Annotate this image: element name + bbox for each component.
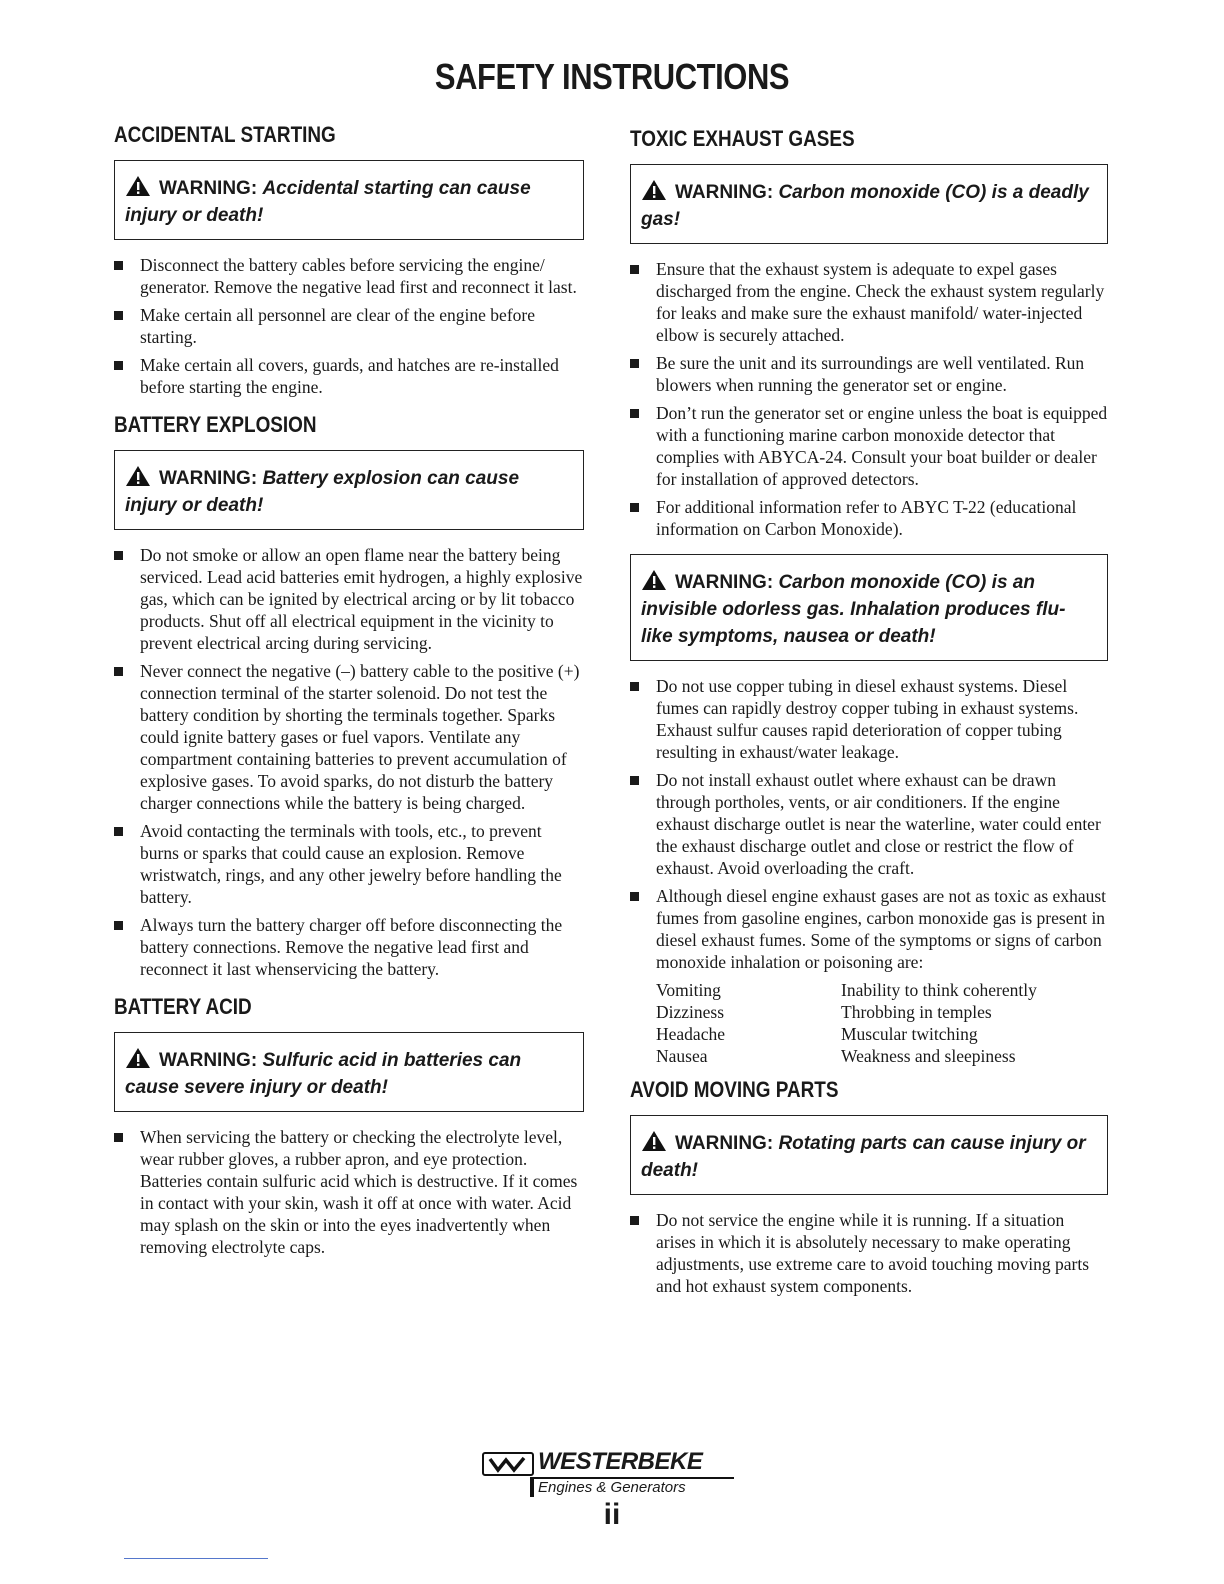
warning-text: Sulfuric acid in batteries can cause severe injury or death! bbox=[125, 1050, 522, 1098]
bullet-square-icon bbox=[630, 1216, 639, 1225]
section-heading-toxic-exhaust: TOXIC EXHAUST GASES bbox=[630, 126, 855, 151]
list-item: Do not smoke or allow an open flame near the battery being serviced. Lead acid batteries emit hydrogen, a highly explosive gas, which can be ignited by electrical arcing or by lit tobacco products. Shut off all electrical equipment in the vicinity to prevent electrical arcing during servicing. bbox=[114, 544, 584, 654]
logo-bar bbox=[530, 1477, 534, 1497]
warning-label: WARNING: bbox=[675, 182, 774, 203]
bullet-square-icon bbox=[630, 776, 639, 785]
list-item: Avoid contacting the terminals with tools, etc., to prevent burns or sparks that could cause an explosion. Remove wristwatch, rings, and any other jewelry before handling the battery. bbox=[114, 820, 584, 908]
bullet-square-icon bbox=[630, 409, 639, 418]
warning-triangle-icon bbox=[641, 1130, 667, 1152]
list-item: Be sure the unit and its surroundings are well ventilated. Run blowers when running the generator set or engine. bbox=[630, 352, 1108, 396]
warning-box-moving-parts bbox=[630, 1115, 1108, 1195]
battery-acid-list bbox=[114, 1126, 584, 1258]
warning-box-battery-explosion bbox=[114, 450, 584, 530]
list-item: For additional information refer to ABYC T-22 (educational information on Carbon Monoxide). bbox=[630, 496, 1108, 540]
left-column bbox=[114, 122, 584, 1272]
symptom: Vomiting bbox=[656, 980, 721, 1000]
symptoms-table bbox=[656, 979, 1108, 1067]
warning-text: Accidental starting can cause injury or death! bbox=[125, 178, 531, 226]
symptom: Inability to think coherently bbox=[841, 980, 1037, 1000]
section-heading-battery-acid: BATTERY ACID bbox=[114, 994, 252, 1019]
list-item: When servicing the battery or checking the electrolyte level, wear rubber gloves, a rubber apron, and eye protection. Batteries contain sulfuric acid which is destructive. If it comes in contact with your skin, wash it off at once with water. Acid may splash on the skin or into the eyes inadvertently when removing electrolyte caps. bbox=[114, 1126, 584, 1258]
warning-box-invisible-gas bbox=[630, 554, 1108, 661]
list-item: Don’t run the generator set or engine unless the boat is equipped with a functioning marine carbon monoxide detector that complies with ABYCA-24. Consult your boat builder or dealer for installation of approved detectors. bbox=[630, 402, 1108, 490]
warning-triangle-icon bbox=[125, 175, 151, 197]
warning-label: WARNING: bbox=[675, 572, 774, 593]
list-item: Although diesel engine exhaust gases are not as toxic as exhaust fumes from gasoline engines, carbon monoxide gas is present in diesel exhaust fumes. Some of the symptoms or signs of carbon monoxide inhalation or poisoning are: bbox=[630, 885, 1108, 973]
accidental-starting-list bbox=[114, 254, 584, 398]
westerbeke-logo bbox=[482, 1448, 734, 1500]
warning-text: Rotating parts can cause injury or death! bbox=[641, 1133, 1086, 1181]
list-item: Ensure that the exhaust system is adequate to expel gases discharged from the engine. Check the exhaust system regularly for leaks and make sure the exhaust manifold/ water-injected elbow is securely attached. bbox=[630, 258, 1108, 346]
list-item: Disconnect the battery cables before servicing the engine/ generator. Remove the negative lead first and reconnect it last. bbox=[114, 254, 584, 298]
warning-text: Battery explosion can cause injury or death! bbox=[125, 468, 520, 516]
bullet-square-icon bbox=[114, 827, 123, 836]
list-item: Do not service the engine while it is running. If a situation arises in which it is absolutely necessary to make operating adjustments, use extreme care to avoid touching moving parts and hot exhaust system components. bbox=[630, 1209, 1108, 1297]
page-number: ii bbox=[603, 1498, 621, 1531]
section-heading-battery-explosion: BATTERY EXPLOSION bbox=[114, 412, 317, 437]
bullet-square-icon bbox=[114, 311, 123, 320]
bullet-square-icon bbox=[114, 261, 123, 270]
list-item: Do not use copper tubing in diesel exhaust systems. Diesel fumes can rapidly destroy copper tubing in exhaust systems. Exhaust sulfur causes rapid deterioration of copper tubing resulting in exhaust/water leakage. bbox=[630, 675, 1108, 763]
warning-label: WARNING: bbox=[159, 1050, 258, 1071]
brand-name: WESTERBEKE bbox=[538, 1448, 703, 1475]
warning-text: Carbon monoxide (CO) is a deadly gas! bbox=[641, 182, 1089, 230]
list-item: Make certain all covers, guards, and hatches are re-installed before starting the engine. bbox=[114, 354, 584, 398]
page-title: SAFETY INSTRUCTIONS bbox=[434, 56, 790, 97]
bullet-square-icon bbox=[630, 359, 639, 368]
warning-label: WARNING: bbox=[159, 468, 258, 489]
section-heading-accidental-starting: ACCIDENTAL STARTING bbox=[114, 122, 336, 147]
warning-triangle-icon bbox=[641, 569, 667, 591]
list-item: Never connect the negative (–) battery cable to the positive (+) connection terminal of the starter solenoid. Do not test the battery condition by shorting the terminals together. Sparks could ignite battery gases or fuel vapors. Ventilate any compartment containing batteries to prevent accumulation of explosive gases. To avoid sparks, do not disturb the battery charger connections while the battery is being charged. bbox=[114, 660, 584, 814]
section-heading-moving-parts: AVOID MOVING PARTS bbox=[630, 1077, 839, 1102]
warning-triangle-icon bbox=[125, 1047, 151, 1069]
list-item: Make certain all personnel are clear of the engine before starting. bbox=[114, 304, 584, 348]
symptom: Dizziness bbox=[656, 1002, 725, 1022]
logo-mark-icon bbox=[482, 1452, 534, 1476]
moving-parts-list bbox=[630, 1209, 1108, 1297]
bullet-square-icon bbox=[630, 892, 639, 901]
warning-box-battery-acid bbox=[114, 1032, 584, 1112]
brand-tagline: Engines & Generators bbox=[538, 1479, 686, 1496]
symptom: Throbbing in temples bbox=[841, 1002, 992, 1022]
bullet-square-icon bbox=[114, 921, 123, 930]
list-item: Do not install exhaust outlet where exhaust can be drawn through portholes, vents, or air conditioners. If the engine exhaust discharge outlet is near the waterline, water could enter the exhaust discharge outlet and close or restrict the flow of exhaust. Avoid overloading the craft. bbox=[630, 769, 1108, 879]
symptom: Muscular twitching bbox=[841, 1024, 978, 1044]
exhaust-details-list bbox=[630, 675, 1108, 973]
bullet-square-icon bbox=[630, 682, 639, 691]
list-item: Always turn the battery charger off before disconnecting the battery connections. Remove the negative lead first and reconnect it last whenservicing the battery. bbox=[114, 914, 584, 980]
symptom: Headache bbox=[656, 1024, 725, 1044]
warning-box-accidental-starting bbox=[114, 160, 584, 240]
divider bbox=[124, 1558, 268, 1559]
bullet-square-icon bbox=[114, 551, 123, 560]
bullet-square-icon bbox=[630, 503, 639, 512]
right-column bbox=[630, 126, 1108, 1311]
battery-explosion-list bbox=[114, 544, 584, 980]
bullet-square-icon bbox=[114, 361, 123, 370]
warning-text: Carbon monoxide (CO) is an invisible odorless gas. Inhalation produces flu-like symptoms, nausea or death! bbox=[641, 572, 1066, 647]
toxic-exhaust-list bbox=[630, 258, 1108, 540]
warning-label: WARNING: bbox=[675, 1133, 774, 1154]
symptom: Nausea bbox=[656, 1046, 708, 1066]
warning-triangle-icon bbox=[125, 465, 151, 487]
warning-label: WARNING: bbox=[159, 178, 258, 199]
bullet-square-icon bbox=[114, 1133, 123, 1142]
warning-triangle-icon bbox=[641, 179, 667, 201]
bullet-square-icon bbox=[114, 667, 123, 676]
bullet-square-icon bbox=[630, 265, 639, 274]
warning-box-carbon-monoxide bbox=[630, 164, 1108, 244]
symptom: Weakness and sleepiness bbox=[841, 1046, 1016, 1066]
